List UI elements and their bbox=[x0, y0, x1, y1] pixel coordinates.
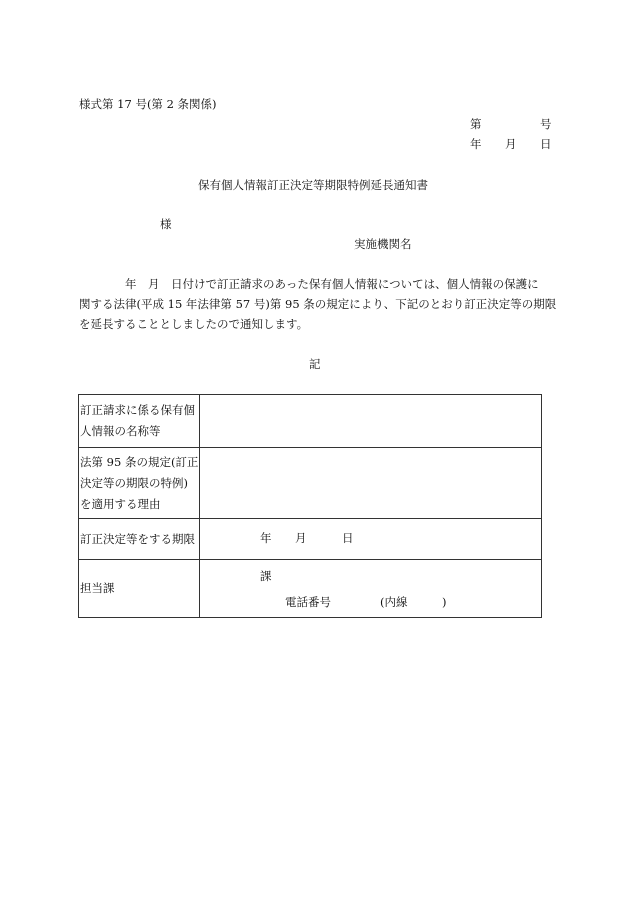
body-text-line-3: を延長することとしましたので通知します。 bbox=[79, 317, 309, 331]
table-row-reason bbox=[79, 448, 542, 519]
deadline-year-label: 年 bbox=[260, 531, 272, 545]
value-deadline bbox=[200, 519, 542, 560]
phone-number-label: 電話番号 bbox=[285, 595, 331, 609]
deadline-day-label: 日 bbox=[342, 531, 354, 545]
document-number-prefix: 第 bbox=[470, 117, 482, 131]
value-reason bbox=[200, 448, 542, 519]
value-section bbox=[200, 560, 542, 618]
label-reason: 法第 95 条の規定(訂正 決定等の期限の特例) を適用する理由 bbox=[79, 448, 200, 519]
label-section: 担当課 bbox=[79, 560, 200, 618]
body-text-line-2: 関する法律(平成 15 年法律第 57 号)第 95 条の規定により、下記のとおり訂正決定等の期限 bbox=[79, 297, 557, 311]
addressee-suffix: 様 bbox=[160, 217, 172, 231]
label-deadline: 訂正決定等をする期限 bbox=[79, 519, 200, 560]
form-number: 様式第 17 号(第 2 条関係) bbox=[79, 97, 217, 111]
deadline-month-label: 月 bbox=[295, 531, 307, 545]
table-row-deadline bbox=[79, 519, 542, 560]
extension-label: (内線 ) bbox=[380, 595, 447, 609]
issuer-name: 実施機関名 bbox=[354, 237, 412, 251]
table-row-section bbox=[79, 560, 542, 618]
date-day-label: 日 bbox=[540, 137, 552, 151]
document-title: 保有個人情報訂正決定等期限特例延長通知書 bbox=[198, 178, 428, 192]
detail-table bbox=[78, 394, 542, 618]
body-text-line-1: 年 月 日付けで訂正請求のあった保有個人情報については、個人情報の保護に bbox=[125, 277, 539, 291]
date-month-label: 月 bbox=[505, 137, 517, 151]
ki-heading: 記 bbox=[309, 357, 321, 371]
value-item-name bbox=[200, 395, 542, 448]
label-item-name: 訂正請求に係る保有個 人情報の名称等 bbox=[79, 395, 200, 448]
document-number-suffix: 号 bbox=[540, 117, 552, 131]
section-ka-label: 課 bbox=[260, 569, 272, 583]
table-row-item-name bbox=[79, 395, 542, 448]
date-year-label: 年 bbox=[470, 137, 482, 151]
